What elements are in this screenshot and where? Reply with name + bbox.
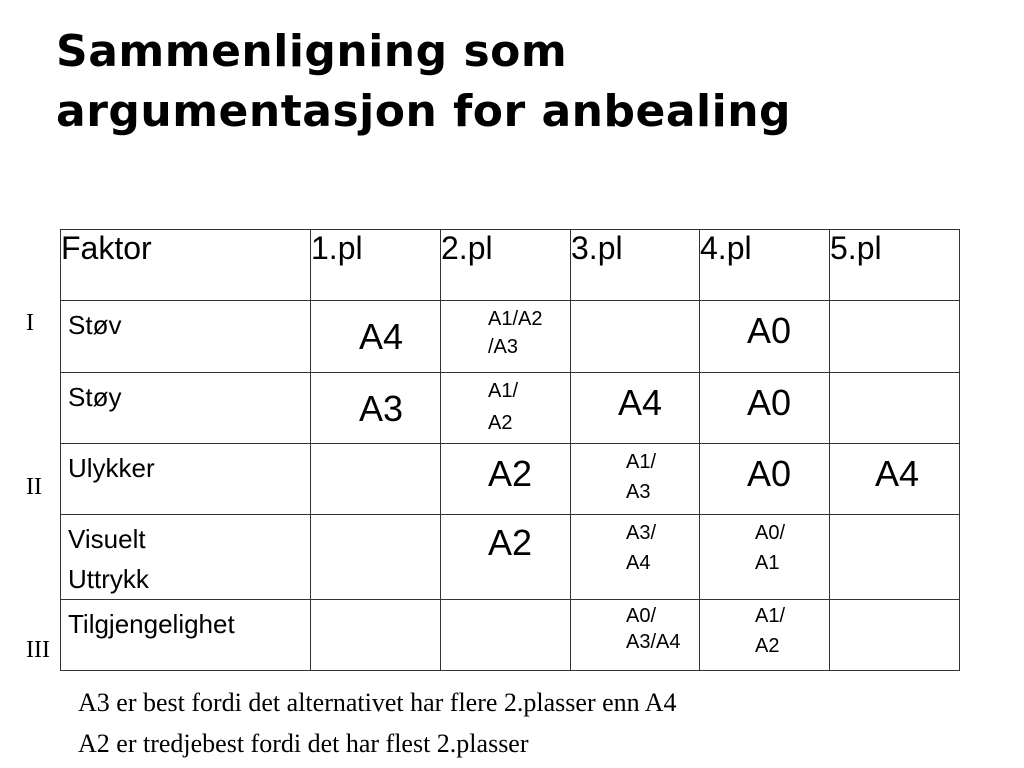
cell-value: A4	[359, 316, 404, 357]
table-row	[61, 444, 960, 515]
cell-value: A2	[488, 412, 513, 434]
group-label-i: I	[26, 310, 34, 336]
factor-line-2: Uttrykk	[68, 564, 149, 594]
factor-stoy: Støy	[61, 373, 311, 444]
cell-value: A4	[626, 552, 651, 574]
cell-value: /A3	[488, 336, 519, 358]
table-row	[61, 373, 960, 444]
factor-stov: Støv	[61, 301, 311, 373]
cell-value: A1/	[488, 380, 519, 402]
cell-value: A0/	[626, 605, 657, 627]
cell-value: A4	[618, 382, 663, 423]
page-title	[56, 22, 791, 142]
cell-value: A2	[488, 522, 533, 563]
group-label-ii: II	[26, 474, 42, 500]
cell-value: A3/A4	[626, 631, 681, 653]
cell-value: A0	[747, 453, 792, 494]
factor-line-1: Visuelt	[68, 524, 146, 554]
cell-value: A4	[875, 453, 920, 494]
header-factor: Faktor	[61, 230, 311, 301]
cell-value: A3	[359, 388, 404, 429]
header-2pl: 2.pl	[441, 230, 571, 301]
cell-value: A3/	[626, 522, 657, 544]
title-line-2: argumentasjon for anbealing	[56, 86, 792, 137]
table-row	[61, 515, 960, 600]
factor-ulykker: Ulykker	[61, 444, 311, 515]
cell-value: A0	[747, 310, 792, 351]
factor-visuelt-uttrykk	[61, 515, 311, 600]
cell-value: A1	[755, 552, 780, 574]
cell-value: A3	[626, 481, 651, 503]
cell-value: A1/	[626, 451, 657, 473]
conclusion-line-1: A3 er best fordi det alternativet har flere 2.plasser enn A4	[78, 688, 677, 717]
title-line-1: Sammenligning som	[56, 26, 568, 77]
cell-value: A1/	[755, 605, 786, 627]
cell-value: A2	[488, 453, 533, 494]
table-row	[61, 600, 960, 671]
cell-value: A0	[747, 382, 792, 423]
group-label-iii: III	[26, 637, 50, 663]
cell-value: A0/	[755, 522, 786, 544]
header-3pl: 3.pl	[571, 230, 700, 301]
header-5pl: 5.pl	[830, 230, 960, 301]
table-header-row	[61, 230, 960, 301]
ranking-table	[60, 229, 960, 671]
cell-value: A2	[755, 635, 780, 657]
factor-tilgjengelighet: Tilgjengelighet	[61, 600, 311, 671]
table-row	[61, 301, 960, 373]
conclusion-line-2: A2 er tredjebest fordi det har flest 2.plasser	[78, 729, 529, 758]
header-1pl: 1.pl	[311, 230, 441, 301]
header-4pl: 4.pl	[700, 230, 830, 301]
cell-value: A1/A2	[488, 308, 543, 330]
